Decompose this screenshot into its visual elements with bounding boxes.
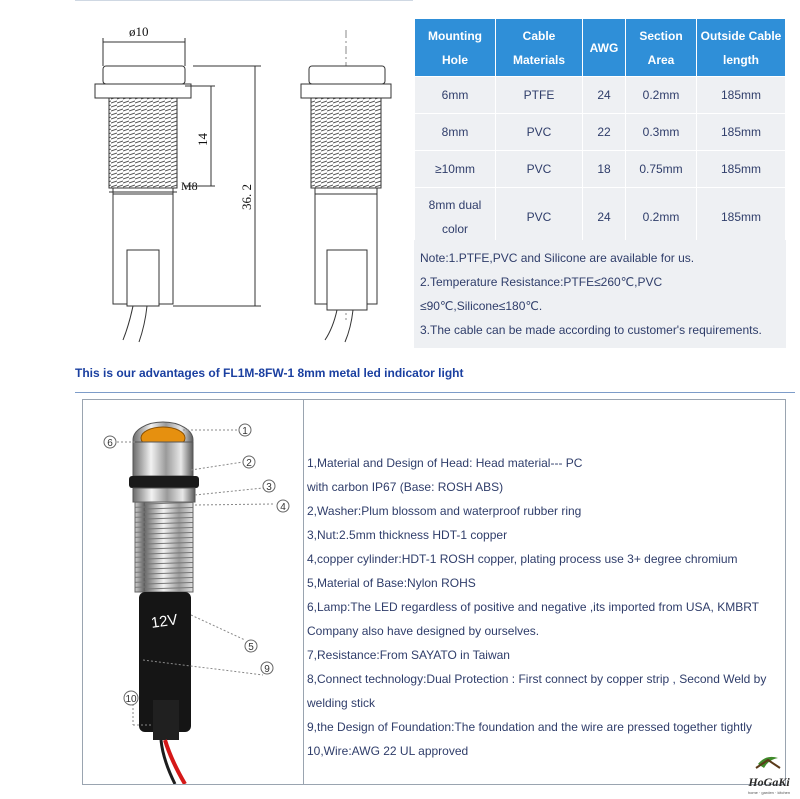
feature-line: 7,Resistance:From SAYATO in Taiwan bbox=[307, 648, 510, 662]
table-cell: 0.75mm bbox=[626, 151, 697, 188]
feature-line: with carbon IP67 (Base: ROSH ABS) bbox=[307, 480, 504, 494]
table-cell: 8mm bbox=[415, 114, 496, 151]
table-row bbox=[415, 77, 786, 114]
table-cell: 185mm bbox=[697, 77, 786, 114]
callout-4: 4 bbox=[280, 502, 286, 513]
advantages-divider bbox=[75, 392, 795, 393]
callout-2: 2 bbox=[246, 458, 252, 469]
advantages-column-divider bbox=[303, 400, 304, 784]
brand-logo bbox=[738, 752, 800, 799]
advantages-title: This is our advantages of FL1M-8FW-1 8mm metal led indicator light bbox=[75, 366, 464, 380]
table-cell: PVC bbox=[496, 188, 583, 246]
callout-6: 6 bbox=[107, 438, 113, 449]
table-cell: 6mm bbox=[415, 77, 496, 114]
callout-1: 1 bbox=[242, 426, 248, 437]
table-cell: 0.2mm bbox=[626, 77, 697, 114]
dim-total-len: 36. 2 bbox=[239, 184, 254, 210]
dim-thread: M8 bbox=[181, 179, 198, 193]
feature-line: 5,Material of Base:Nylon ROHS bbox=[307, 576, 476, 590]
table-cell: 24 bbox=[583, 188, 626, 246]
product-photo bbox=[83, 400, 303, 784]
feature-line: 2,Washer:Plum blossom and waterproof rubber ring bbox=[307, 504, 582, 518]
feature-line: Company also have designed by ourselves. bbox=[307, 624, 540, 638]
table-cell: 18 bbox=[583, 151, 626, 188]
feature-line: 8,Connect technology:Dual Protection : First connect by copper strip , Second Weld by bbox=[307, 672, 767, 686]
table-header-row bbox=[415, 19, 786, 77]
advantages-box bbox=[82, 399, 786, 785]
table-cell: 185mm bbox=[697, 114, 786, 151]
callout-9: 9 bbox=[264, 664, 270, 675]
header-cable-materials: Cable Materials bbox=[496, 19, 583, 77]
table-row bbox=[415, 151, 786, 188]
header-section-area: Section Area bbox=[626, 19, 697, 77]
table-cell: 0.2mm bbox=[626, 188, 697, 246]
note-line: ≤90℃,Silicone≤180℃. bbox=[420, 299, 543, 313]
table-cell: 24 bbox=[583, 77, 626, 114]
feature-line: 4,copper cylinder:HDT-1 ROSH copper, plating process use 3+ degree chromium bbox=[307, 552, 738, 566]
table-cell: PVC bbox=[496, 114, 583, 151]
dim-diameter: ø10 bbox=[129, 24, 149, 39]
table-cell: PTFE bbox=[496, 77, 583, 114]
table-cell: 8mm dual color bbox=[415, 188, 496, 246]
callout-10: 10 bbox=[125, 694, 137, 705]
feature-list bbox=[307, 451, 777, 763]
callout-5: 5 bbox=[248, 642, 254, 653]
feature-line: 3,Nut:2.5mm thickness HDT-1 copper bbox=[307, 528, 508, 542]
note-line: Note:1.PTFE,PVC and Silicone are available for us. bbox=[420, 251, 695, 265]
header-mounting-hole: Mounting Hole bbox=[415, 19, 496, 77]
feature-line: 6,Lamp:The LED regardless of positive and negative ,its imported from USA, KMBRT bbox=[307, 600, 759, 614]
note-line: 3.The cable can be made according to customer's requirements. bbox=[420, 323, 762, 337]
table-cell: 185mm bbox=[697, 188, 786, 246]
table-cell: PVC bbox=[496, 151, 583, 188]
feature-line: welding stick bbox=[307, 696, 376, 710]
feature-line: 9,the Design of Foundation:The foundation and the wire are pressed together tightly bbox=[307, 720, 752, 734]
logo-text: HoGaKi bbox=[748, 775, 790, 789]
table-cell: 0.3mm bbox=[626, 114, 697, 151]
dim-thread-len: 14 bbox=[195, 133, 210, 146]
callout-3: 3 bbox=[266, 482, 272, 493]
table-row bbox=[415, 114, 786, 151]
header-awg: AWG bbox=[583, 19, 626, 77]
table-row bbox=[415, 188, 786, 246]
feature-line: 10,Wire:AWG 22 UL approved bbox=[307, 744, 469, 758]
feature-line: 1,Material and Design of Head: Head material--- PC bbox=[307, 456, 583, 470]
table-cell: ≥10mm bbox=[415, 151, 496, 188]
table-cell: 22 bbox=[583, 114, 626, 151]
spec-table bbox=[414, 18, 786, 246]
table-cell: 185mm bbox=[697, 151, 786, 188]
logo-tagline: home · garden · kitchen bbox=[747, 790, 791, 795]
photo-voltage-label: 12V bbox=[149, 611, 179, 632]
technical-drawing bbox=[75, 0, 413, 350]
note-line: 2.Temperature Resistance:PTFE≤260℃,PVC bbox=[420, 275, 663, 289]
header-cable-length: Outside Cable length bbox=[697, 19, 786, 77]
table-notes bbox=[414, 240, 786, 348]
